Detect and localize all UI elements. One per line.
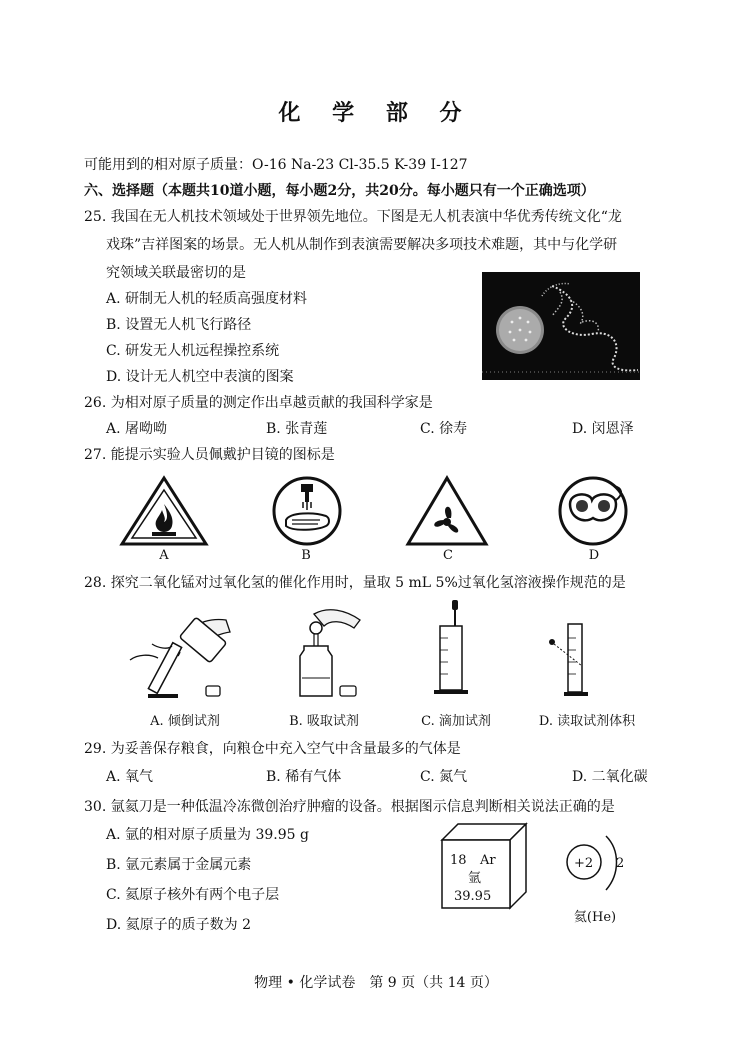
q29-stem: 29. 为妥善保存粮食，向粮仓中充入空气中含量最多的气体是 xyxy=(84,741,461,757)
drone-dragon-photo xyxy=(482,272,640,380)
q30-option-d: D. 氦原子的质子数为 2 xyxy=(106,917,251,933)
q26-option-b: B. 张青莲 xyxy=(266,421,328,437)
q28-caption-d: D. 读取试剂体积 xyxy=(538,714,636,729)
q28-caption-c: C. 滴加试剂 xyxy=(421,714,491,729)
q29-option-b: B. 稀有气体 xyxy=(266,769,342,785)
q29-option-d: D. 二氧化碳 xyxy=(572,769,648,785)
element-mass: 39.95 xyxy=(454,889,492,904)
atomic-masses: 可能用到的相对原子质量：O-16 Na-23 Cl-35.5 K-39 I-127 xyxy=(84,157,468,173)
q30-option-a: A. 氩的相对原子质量为 39.95 g xyxy=(106,827,309,843)
q25-option-c: C. 研发无人机远程操控系统 xyxy=(106,343,280,359)
q26-stem: 26. 为相对原子质量的测定作出卓越贡献的我国科学家是 xyxy=(84,395,433,411)
q25-line3: 究领域关联最密切的是 xyxy=(106,265,246,281)
q26-option-a: A. 屠呦呦 xyxy=(106,421,168,437)
hand-wash-icon xyxy=(270,474,344,548)
page-title: 化 学 部 分 xyxy=(278,100,474,126)
dropper-drawing-illustration xyxy=(284,606,364,706)
pouring-reagent-illustration xyxy=(126,602,238,706)
q25-line2: 戏珠”吉祥图案的场景。无人机从制作到表演需要解决多项技术难题，其中与化学研 xyxy=(106,237,618,253)
element-name: 氩 xyxy=(468,871,482,886)
page-footer: 物理 • 化学试卷 第 9 页（共 14 页） xyxy=(254,975,498,991)
flammable-warning-icon xyxy=(118,474,210,546)
q25-option-d: D. 设计无人机空中表演的图案 xyxy=(106,369,294,385)
q25-line1: 25. 我国在无人机技术领域处于世界领先地位。下图是无人机表演中华优秀传统文化“龙 xyxy=(84,209,622,225)
electron-count: 2 xyxy=(616,856,625,871)
argon-element-card xyxy=(440,822,530,912)
ventilation-fan-icon xyxy=(404,474,490,546)
q27-label-c: C xyxy=(443,548,453,563)
nucleus-charge: +2 xyxy=(574,856,594,871)
q29-option-c: C. 氮气 xyxy=(420,769,468,785)
q30-option-c: C. 氦原子核外有两个电子层 xyxy=(106,887,280,903)
helium-atom-diagram xyxy=(560,824,640,904)
element-number: 18 xyxy=(450,853,467,868)
section-header: 六、选择题（本题共10道小题，每小题2分，共20分。每小题只有一个正确选项） xyxy=(84,183,595,199)
goggles-icon xyxy=(556,474,630,548)
q28-caption-b: B. 吸取试剂 xyxy=(289,714,359,729)
reading-volume-illustration xyxy=(546,620,596,700)
q27-label-d: D xyxy=(588,548,600,563)
dropping-reagent-illustration xyxy=(430,598,482,698)
q29-option-a: A. 氧气 xyxy=(106,769,154,785)
q27-label-a: A xyxy=(159,548,169,563)
q25-option-b: B. 设置无人机飞行路径 xyxy=(106,317,252,333)
helium-label: 氦(He) xyxy=(573,910,617,925)
q25-option-a: A. 研制无人机的轻质高强度材料 xyxy=(106,291,308,307)
q26-option-d: D. 闵恩泽 xyxy=(572,421,634,437)
q30-stem: 30. 氩氦刀是一种低温冷冻微创治疗肿瘤的设备。根据图示信息判断相关说法正确的是 xyxy=(84,799,615,815)
element-symbol: Ar xyxy=(480,853,496,868)
q26-option-c: C. 徐寿 xyxy=(420,421,468,437)
q28-caption-a: A. 倾倒试剂 xyxy=(150,714,220,729)
q30-option-b: B. 氩元素属于金属元素 xyxy=(106,857,252,873)
q28-stem: 28. 探究二氧化锰对过氧化氢的催化作用时，量取 5 mL 5%过氧化氢溶液操作规范的是 xyxy=(84,575,626,591)
q27-label-b: B xyxy=(301,548,311,563)
q27-stem: 27. 能提示实验人员佩戴护目镜的图标是 xyxy=(84,447,335,463)
